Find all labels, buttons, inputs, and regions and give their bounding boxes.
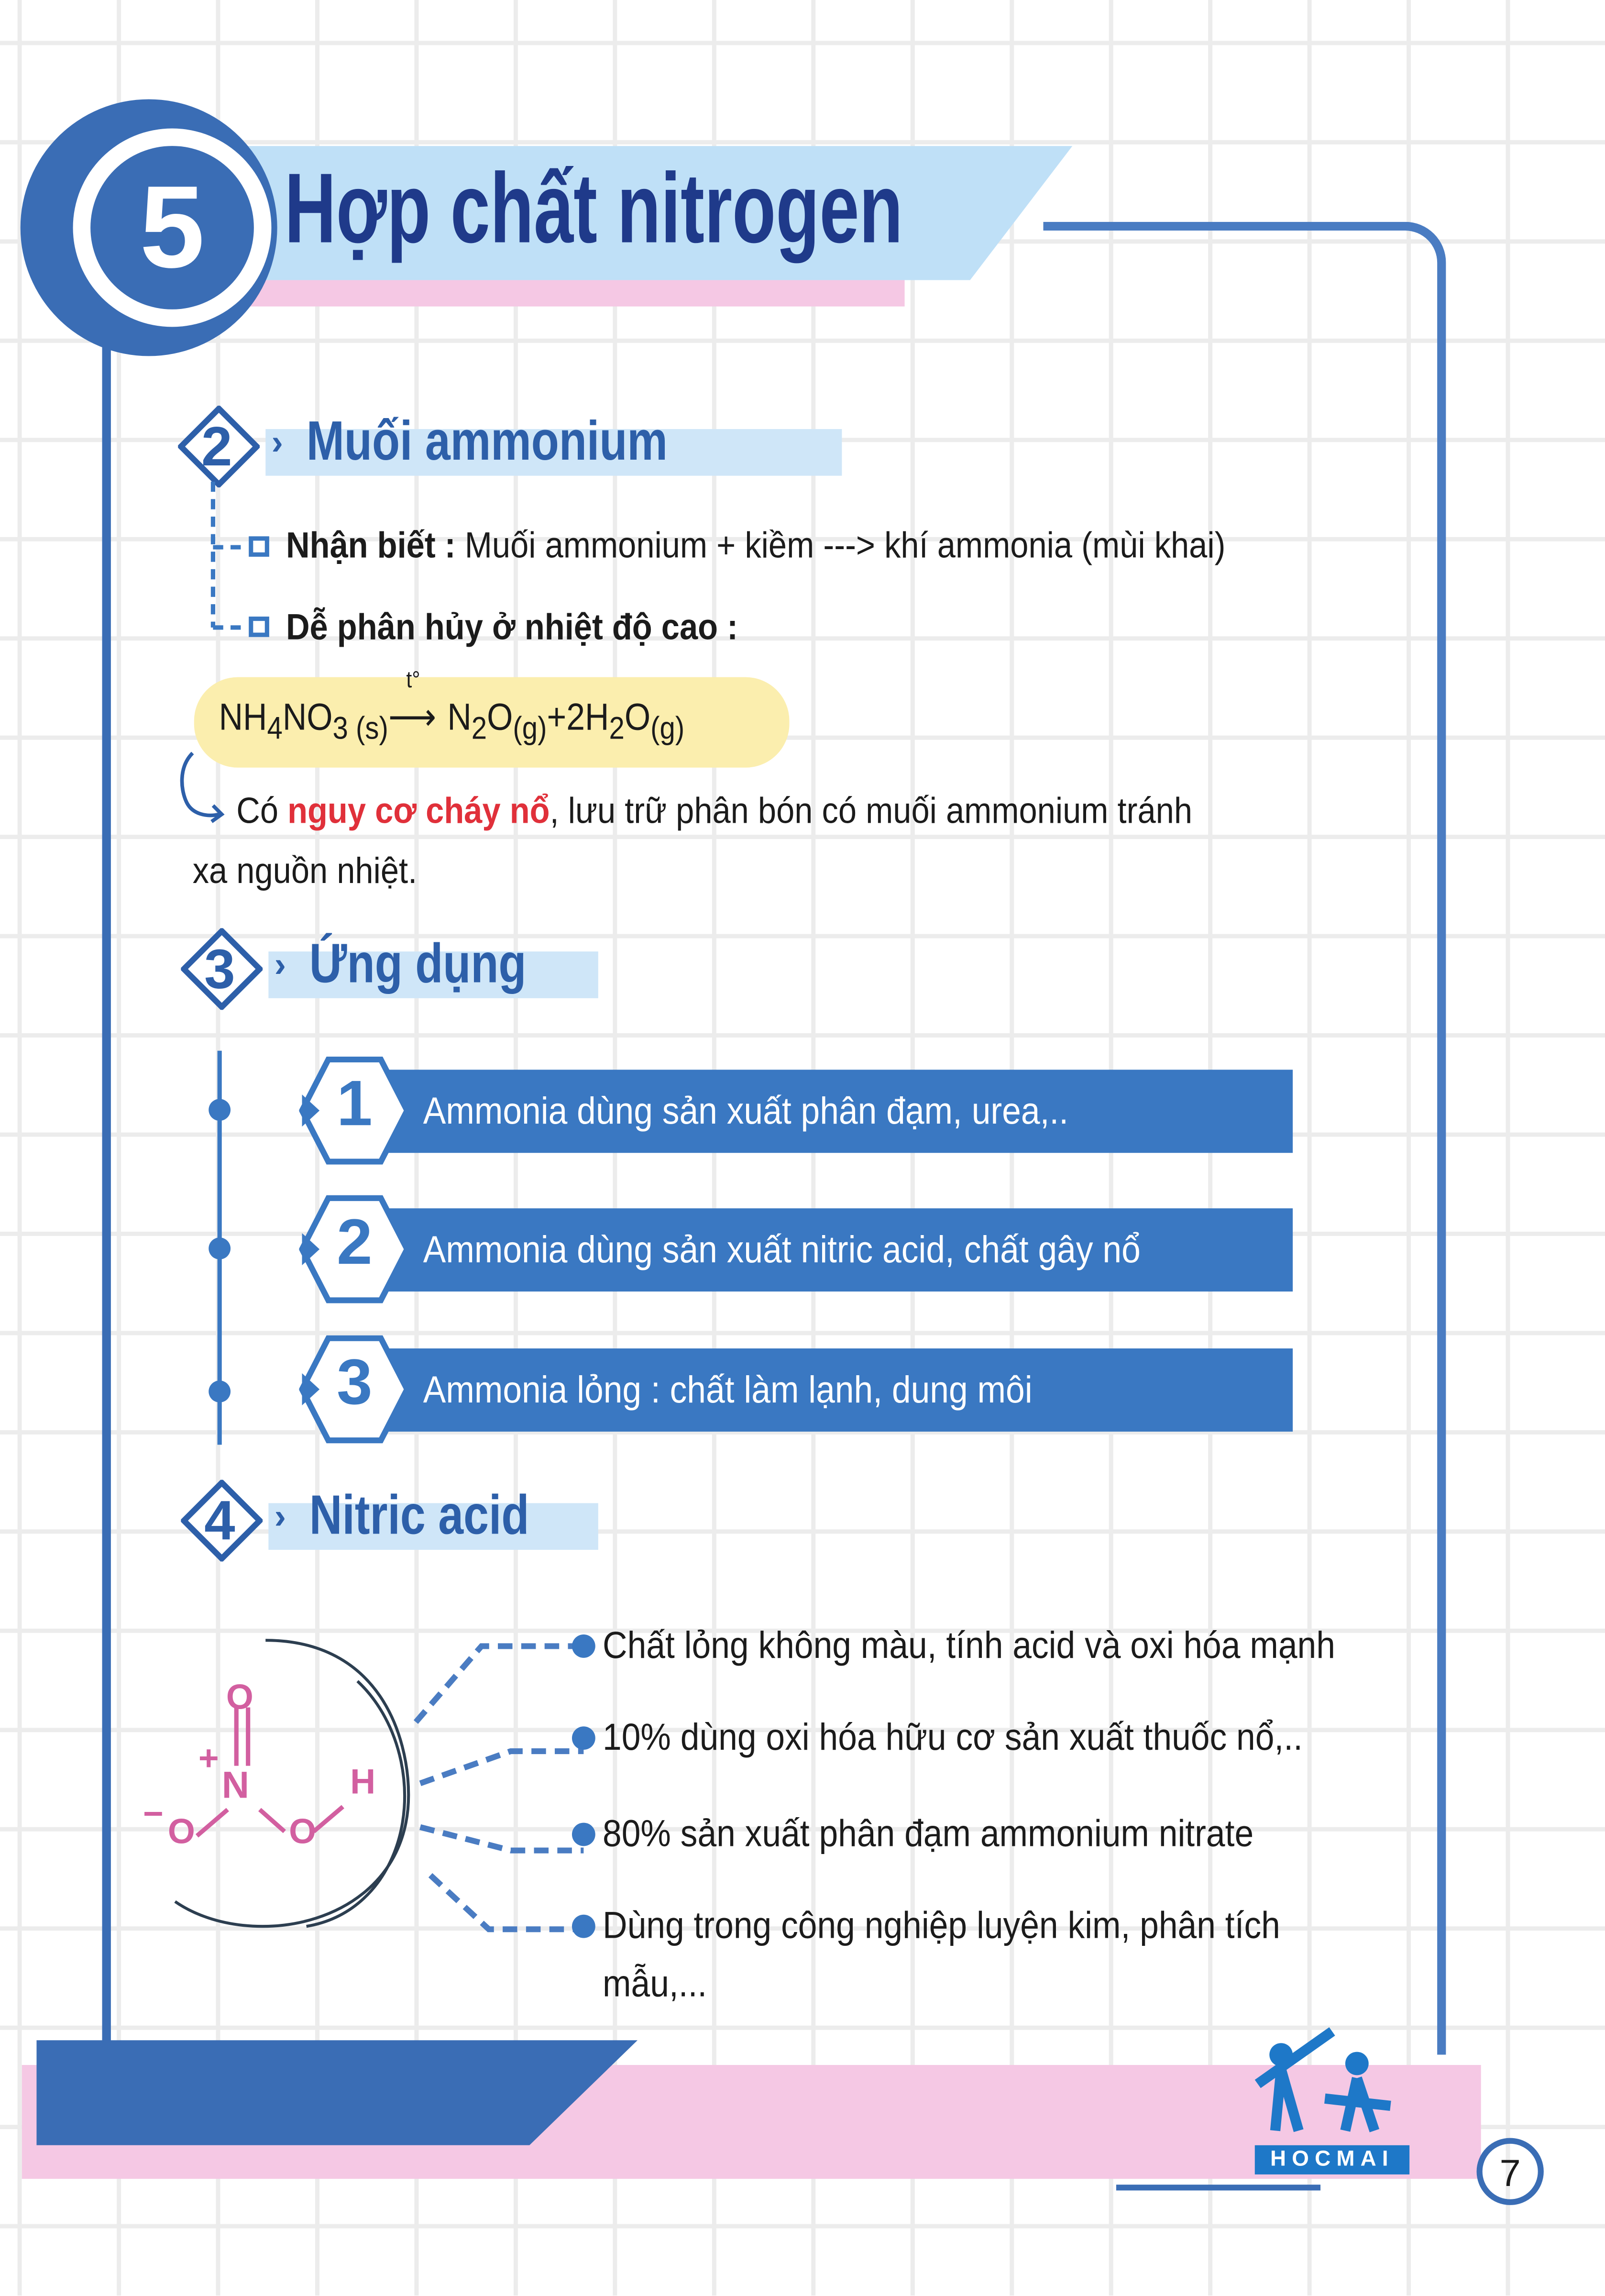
tree-connector xyxy=(204,482,277,642)
use-item-2 xyxy=(376,1208,1293,1292)
section-number: 2 xyxy=(201,417,232,479)
frame-left-line xyxy=(102,328,111,2050)
list-item-nhan-biet xyxy=(286,525,1225,567)
warning-note xyxy=(236,791,1192,833)
page-title: Hợp chất nitrogen xyxy=(284,153,903,265)
title-underline-pink xyxy=(219,277,905,307)
eq-part: O xyxy=(487,695,513,739)
eq-sub: 2 xyxy=(609,709,625,746)
section-title: Ứng dụng xyxy=(309,934,527,995)
fact-item: 80% sản xuất phân đạm ammonium nitrate xyxy=(603,1811,1254,1855)
warning-note-line2: xa nguồn nhiệt. xyxy=(192,850,418,892)
chemical-equation xyxy=(219,668,685,747)
footer-line xyxy=(1116,2185,1320,2190)
charge-minus: − xyxy=(143,1795,164,1834)
use-number: 1 xyxy=(336,1068,373,1140)
atom-h: H xyxy=(350,1763,376,1802)
hocmai-logo-text: HOCMAI xyxy=(1255,2145,1409,2175)
timeline-dot xyxy=(209,1380,231,1402)
timeline-dot xyxy=(209,1099,231,1121)
fact-item: Dùng trong công nghiệp luyện kim, phân tích xyxy=(603,1903,1280,1947)
note-text: Có xyxy=(236,791,288,832)
hocmai-logo-icon xyxy=(1252,2026,1413,2142)
eq-part: NO xyxy=(282,695,333,739)
use-item-1 xyxy=(376,1070,1293,1153)
fact-item: 10% dùng oxi hóa hữu cơ sản xuất thuốc nổ,.. xyxy=(603,1714,1303,1759)
use-text: Ammonia dùng sản xuất nitric acid, chất gây nổ xyxy=(423,1227,1141,1271)
use-number: 3 xyxy=(336,1347,373,1419)
atom-o: O xyxy=(167,1812,195,1852)
section-title: Muối ammonium xyxy=(306,411,668,473)
curved-arrow-icon xyxy=(172,747,236,832)
eq-sub: 3 (s) xyxy=(332,709,388,746)
section-title: Nitric acid xyxy=(309,1485,529,1547)
page-number: 7 xyxy=(1477,2138,1544,2205)
item-label: Nhận biết : xyxy=(286,525,456,566)
use-text: Ammonia dùng sản xuất phân đạm, urea,.. xyxy=(423,1088,1069,1133)
eq-sub: 4 xyxy=(267,709,283,746)
chevron-right-icon: › xyxy=(274,1497,286,1537)
atom-n: N xyxy=(221,1763,250,1807)
use-item-3 xyxy=(376,1348,1293,1432)
list-item-de-phan-huy: Dễ phân hủy ở nhiệt độ cao : xyxy=(286,607,738,648)
atom-o: O xyxy=(226,1678,253,1718)
eq-part: NH xyxy=(219,695,267,739)
eq-sub: 2 xyxy=(471,709,487,746)
timeline-dot xyxy=(209,1237,231,1259)
eq-part: O xyxy=(624,695,651,739)
section-number: 4 xyxy=(204,1491,235,1553)
chevron-right-icon: › xyxy=(274,945,286,985)
reaction-condition: t° xyxy=(406,668,420,694)
note-text: , lưu trữ phân bón có muối ammonium tránh xyxy=(550,791,1193,832)
eq-sub: (g) xyxy=(513,709,547,746)
section-number: 3 xyxy=(204,939,235,1001)
use-number: 2 xyxy=(336,1207,373,1279)
reaction-arrow: t° ⟶ xyxy=(388,668,436,739)
atom-o: O xyxy=(289,1812,317,1852)
chevron-right-icon: › xyxy=(271,423,283,463)
fact-item: Chất lỏng không màu, tính acid và oxi hóa mạnh xyxy=(603,1623,1335,1667)
eq-part: N xyxy=(447,695,472,739)
use-text: Ammonia lỏng : chất làm lạnh, dung môi xyxy=(423,1367,1033,1412)
item-text: Muối ammonium + kiềm ---> khí ammonia (mùi khai) xyxy=(464,525,1226,566)
charge-plus: + xyxy=(198,1739,219,1779)
fact-item: mẫu,... xyxy=(603,1961,707,2005)
chapter-number: 5 xyxy=(140,162,205,292)
eq-part: +2H xyxy=(547,695,609,739)
note-highlight: nguy cơ cháy nổ xyxy=(287,791,550,832)
eq-sub: (g) xyxy=(650,709,685,746)
